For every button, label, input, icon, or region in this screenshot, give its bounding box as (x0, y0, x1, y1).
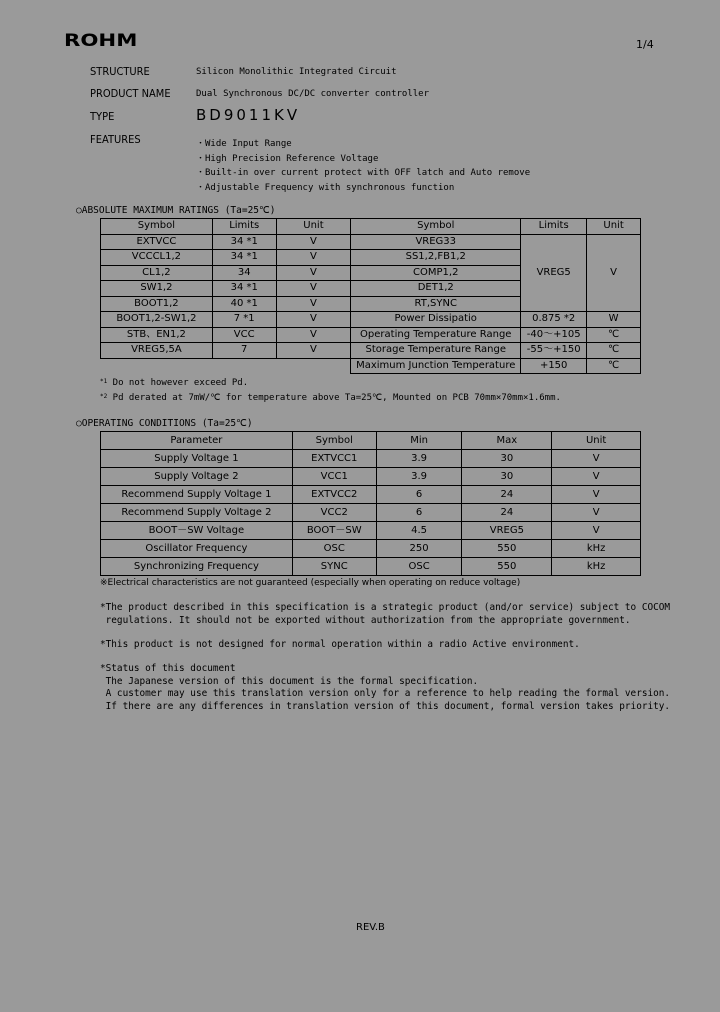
table-row (101, 486, 641, 504)
rohm-logo: ROHM (64, 31, 138, 51)
limit-cell: 40 *1 (212, 296, 276, 312)
footnote-text: Do not however exceed Pd. (112, 378, 249, 388)
table-row (101, 312, 641, 328)
table-header-row (101, 219, 641, 235)
column-header: Min (376, 432, 462, 450)
symbol-cell: CL1,2 (101, 265, 213, 281)
min-cell: 3.9 (376, 468, 462, 486)
max-cell: 550 (462, 558, 552, 576)
table-header-row (101, 432, 641, 450)
abs-max-table (100, 218, 641, 374)
feature-item: ・High Precision Reference Voltage (196, 154, 379, 164)
min-cell: 6 (376, 504, 462, 522)
symbol-cell: Maximum Junction Temperature (351, 358, 521, 374)
footnote-mark: *2 (100, 393, 108, 400)
feature-item: ・Built-in over current protect with OFF latch and Auto remove (196, 168, 531, 178)
unit-cell: kHz (552, 540, 641, 558)
structure-label: STRUCTURE (90, 65, 150, 78)
status-paragraph: *Status of this document The Japanese version of this document is the formal specification. A customer may use this translation version only for a reference to help reading the formal version. If there are any differences in translation version of this document, formal version takes priority. (100, 663, 671, 712)
unit-cell: W (587, 312, 641, 328)
table-row (101, 343, 641, 359)
symbol-cell: SS1,2,FB1,2 (351, 250, 521, 266)
column-header: Unit (276, 219, 351, 235)
max-cell: 30 (462, 450, 552, 468)
symbol-cell: OSC (292, 540, 376, 558)
radio-paragraph: *This product is not designed for normal operation within a radio Active environment. (100, 639, 580, 650)
max-cell: 24 (462, 486, 552, 504)
revision-label: REV.B (356, 922, 385, 933)
limit-cell: VCC (212, 327, 276, 343)
symbol-cell: VCC2 (292, 504, 376, 522)
unit-cell: V (552, 468, 641, 486)
unit-cell: V (276, 327, 351, 343)
unit-cell: V (552, 522, 641, 540)
limit-cell: VREG5 (521, 234, 587, 312)
column-header: Limits (521, 219, 587, 235)
unit-cell: V (587, 234, 641, 312)
limit-cell: 7 *1 (212, 312, 276, 328)
symbol-cell: Storage Temperature Range (351, 343, 521, 359)
column-header: Symbol (101, 219, 213, 235)
feature-item: ・Wide Input Range (196, 139, 292, 149)
max-cell: VREG5 (462, 522, 552, 540)
limit-cell: 34 *1 (212, 250, 276, 266)
symbol-cell: COMP1,2 (351, 265, 521, 281)
max-cell: 24 (462, 504, 552, 522)
max-cell: 550 (462, 540, 552, 558)
symbol-cell: VCC1 (292, 468, 376, 486)
unit-cell: V (276, 296, 351, 312)
max-cell: 30 (462, 468, 552, 486)
table-row (101, 522, 641, 540)
type-value: BD9011KV (196, 106, 301, 124)
footnote-mark: *1 (100, 378, 108, 385)
limit-cell: 0.875 *2 (521, 312, 587, 328)
min-cell: 6 (376, 486, 462, 504)
symbol-cell: VREG5,5A (101, 343, 213, 359)
cocom-paragraph: *The product described in this specification is a strategic product (and/or service) subject to COCOM regulations. It should not be exported without authorization from the appropriate government. (100, 602, 671, 626)
min-cell: OSC (376, 558, 462, 576)
limit-cell: 34 *1 (212, 234, 276, 250)
table-row (101, 558, 641, 576)
unit-cell: kHz (552, 558, 641, 576)
structure-value: Silicon Monolithic Integrated Circuit (196, 67, 397, 77)
limit-cell: 7 (212, 343, 276, 359)
parameter-cell: BOOT－SW Voltage (101, 522, 293, 540)
type-label: TYPE (90, 110, 115, 123)
unit-cell: ℃ (587, 343, 641, 359)
features-label: FEATURES (90, 133, 141, 146)
symbol-cell: RT,SYNC (351, 296, 521, 312)
unit-cell: ℃ (587, 327, 641, 343)
symbol-cell: VREG33 (351, 234, 521, 250)
symbol-cell: EXTVCC2 (292, 486, 376, 504)
column-header: Max (462, 432, 552, 450)
table-row (101, 327, 641, 343)
unit-cell: V (276, 281, 351, 297)
column-header: Limits (212, 219, 276, 235)
parameter-cell: Supply Voltage 2 (101, 468, 293, 486)
table-row (101, 234, 641, 250)
symbol-cell: BOOT1,2 (101, 296, 213, 312)
unit-cell: V (552, 450, 641, 468)
parameter-cell: Synchronizing Frequency (101, 558, 293, 576)
symbol-cell: BOOT1,2-SW1,2 (101, 312, 213, 328)
abs-max-title: ○ABSOLUTE MAXIMUM RATINGS (Ta=25℃) (76, 205, 276, 216)
limit-cell: 34 *1 (212, 281, 276, 297)
column-header: Unit (552, 432, 641, 450)
op-cond-note: ※Electrical characteristics are not guaranteed (especially when operating on reduce voltage) (100, 578, 521, 588)
product-name-label: PRODUCT NAME (90, 87, 171, 100)
limit-cell: +150 (521, 358, 587, 374)
symbol-cell: EXTVCC1 (292, 450, 376, 468)
min-cell: 4.5 (376, 522, 462, 540)
unit-cell: V (276, 250, 351, 266)
min-cell: 3.9 (376, 450, 462, 468)
symbol-cell: Power Dissipatio (351, 312, 521, 328)
unit-cell: V (276, 265, 351, 281)
product-name-value: Dual Synchronous DC/DC converter controller (196, 89, 429, 99)
unit-cell: V (552, 486, 641, 504)
feature-item: ・Adjustable Frequency with synchronous function (196, 183, 455, 193)
symbol-cell: Operating Temperature Range (351, 327, 521, 343)
abs-max-note-1 (100, 378, 248, 388)
unit-cell: V (276, 343, 351, 359)
limit-cell: -55～+150 (521, 343, 587, 359)
parameter-cell: Oscillator Frequency (101, 540, 293, 558)
parameter-cell: Recommend Supply Voltage 2 (101, 504, 293, 522)
column-header: Unit (587, 219, 641, 235)
column-header: Symbol (292, 432, 376, 450)
unit-cell: ℃ (587, 358, 641, 374)
footnote-text: Pd derated at 7mW/℃ for temperature above Ta=25℃, Mounted on PCB 70mm×70mm×1.6mm. (112, 393, 561, 403)
table-row (101, 358, 641, 374)
symbol-cell: EXTVCC (101, 234, 213, 250)
symbol-cell: VCCCL1,2 (101, 250, 213, 266)
symbol-cell: SW1,2 (101, 281, 213, 297)
table-row (101, 450, 641, 468)
abs-max-note-2 (100, 393, 561, 403)
empty-cell (101, 358, 351, 374)
symbol-cell: BOOT－SW (292, 522, 376, 540)
limit-cell: 34 (212, 265, 276, 281)
symbol-cell: SYNC (292, 558, 376, 576)
unit-cell: V (552, 504, 641, 522)
op-cond-table (100, 431, 641, 576)
parameter-cell: Supply Voltage 1 (101, 450, 293, 468)
table-row (101, 468, 641, 486)
table-row (101, 504, 641, 522)
min-cell: 250 (376, 540, 462, 558)
limit-cell: -40～+105 (521, 327, 587, 343)
unit-cell: V (276, 312, 351, 328)
page-number: 1/4 (636, 38, 654, 51)
symbol-cell: STB、EN1,2 (101, 327, 213, 343)
symbol-cell: DET1,2 (351, 281, 521, 297)
column-header: Symbol (351, 219, 521, 235)
parameter-cell: Recommend Supply Voltage 1 (101, 486, 293, 504)
column-header: Parameter (101, 432, 293, 450)
unit-cell: V (276, 234, 351, 250)
table-row (101, 540, 641, 558)
op-cond-title: ○OPERATING CONDITIONS (Ta=25℃) (76, 418, 253, 429)
